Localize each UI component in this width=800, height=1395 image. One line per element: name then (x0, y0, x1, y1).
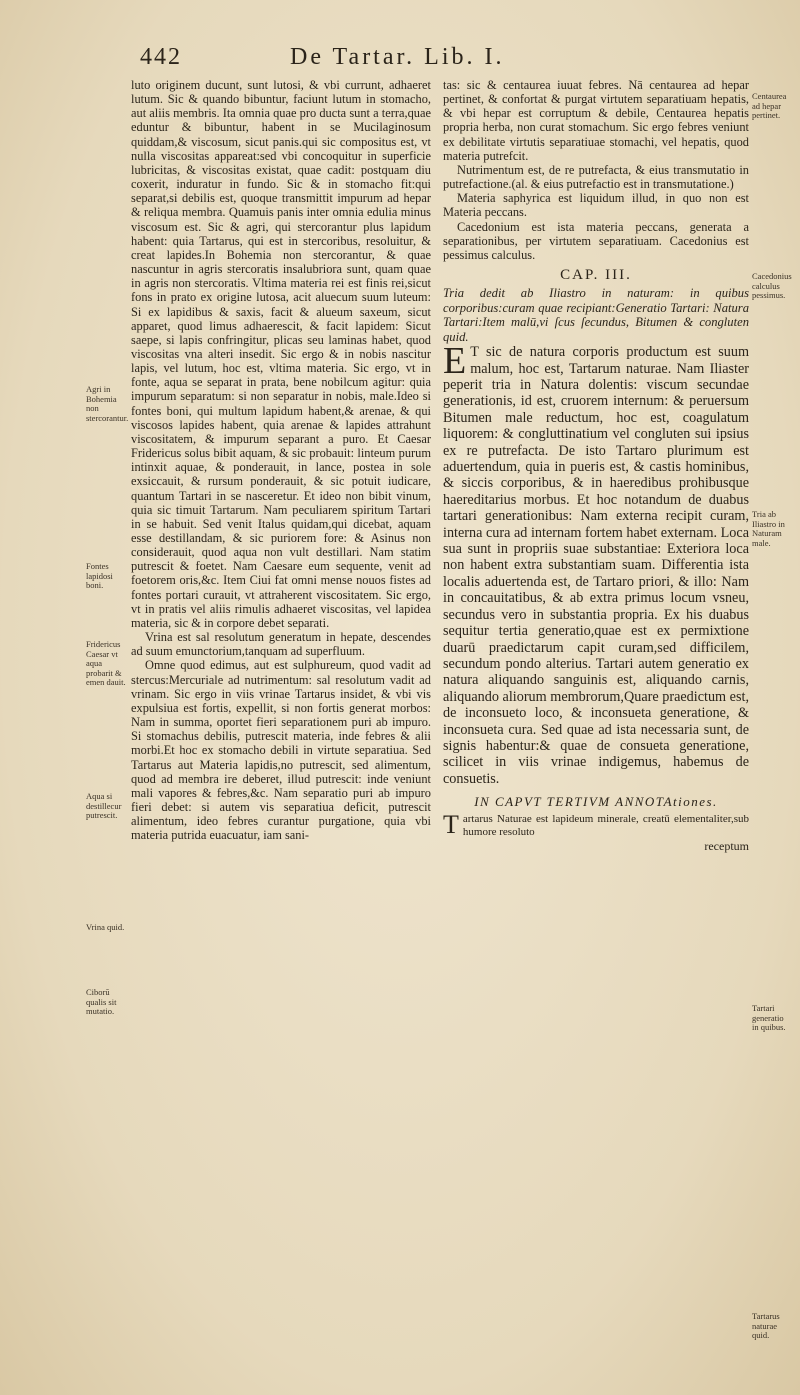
margin-note: Cacedonius calculus pessimus. (752, 271, 792, 300)
chapter-summary: Tria dedit ab Iliastro in naturam: in quibus corporibus:curam quae recipiant:Generatio Tartari: Natura Tartari:Item malū,vi ſcus ſecundus, Bitumen & congluten quid. (443, 286, 749, 344)
paragraph: Vrina est sal resolutum generatum in hepate, descendes ad suum emunctorium,tanquam ad superfluum. (131, 630, 431, 659)
margin-note: Tria ab Iliastro in Naturam male. (752, 509, 785, 548)
margin-note: Tartarus naturae quid. (752, 1311, 780, 1340)
margin-note: Aqua si destillecur putrescit. (86, 791, 122, 820)
margin-note: Fridericus Caesar vt aqua probarit & emen dauit. (86, 639, 126, 687)
paragraph: Nutrimentum est, de re putrefacta, & eius transmutatio in putrefactione.(al. & eius putrefactio est in transmutatione.) (443, 162, 749, 192)
drop-capital: E (443, 340, 467, 383)
margin-note: Vrina quid. (86, 922, 125, 932)
drop-capital: T (443, 810, 459, 840)
running-header (140, 44, 760, 72)
margin-note: Tartari generatio in quibus. (752, 1003, 786, 1032)
chapter-text: T sic de natura corporis productum est suum malum, hoc est, Tartarum naturae. Nam Iliaster peperit tria in Natura dolentis: viscum secundae generationis, id est, cruorem internum: & peruersum Bitumen male reductum, hoc est, coagulatum liquorem: & congluttinatium vel congluten sui ipsius ex re putrefacta. De isto Tartaro plurimum est aduertendum, quia in pueris est, & castis hominibus, & siccis corporibus, & in haeredibus prohibusque haereditarius morbus. Et hoc notandum de duabus tartari generationibus: Nam externa recipit curam, interna cura ad internam fortem habet externam. Loca sua sunt in propriis suae substantiae: Exteriora loca non habent extra substantiam suam. Differentia ista localis aduertenda est, de Tartaro priori, & illo: Nam in concauitatibus, & ab extra primus locum vsneu, secundus vero in substantia propria. Ex his duabus sequitur tertia generatio,quae est ex permixtione duarū praedictarum capit curam,sed difficilem, secundum pondo alterius. Tartari autem generatio ex natura aliquando sanguinis est, aliquando carnis, aliquando aliorum membrorum,Quare praedictum est, de inconsueto loco, & inconsueta generatione, & inconsueta cura. Sed quae ad ista necessaria sunt, de signis habentur:& quae de consueta generatione, scilicet in viis vrinae indigemus, habemus de consuetis. (443, 344, 749, 787)
margin-note: Fontes lapidosi boni. (86, 561, 113, 590)
annotation-body: artarus Naturae est lapideum minerale, creatū elementaliter,sub humore resoluto (462, 813, 749, 839)
right-column (443, 78, 749, 853)
chapter-body (443, 340, 749, 787)
paragraph: Materia saphyrica est liquidum illud, in quo non est Materia peccans. (443, 191, 749, 220)
annotations-heading: IN CAPVT TERTIVM ANNOTAtiones. (474, 794, 718, 810)
chapter-heading: CAP. III. (560, 267, 632, 284)
annotations-text (443, 810, 749, 840)
paragraph: Cacedonium est ista materia peccans, generata a separationibus, per virtutem separatiuam. Cacedonius est pessimus calculus. (443, 219, 749, 262)
left-column (131, 78, 431, 842)
margin-note: Ciborū qualis sit mutatio. (86, 987, 117, 1016)
margin-note: Agri in Bohemia non stercorantur. (86, 384, 129, 423)
page-number: 442 (140, 44, 182, 70)
margin-note: Centaurea ad hepar pertinet. (752, 91, 787, 120)
paragraph: Omne quod edimus, aut est sulphureum, quod vadit ad stercus:Mercuriale ad nutrimentum: sal resolutum vadit ad vrinam. Sic ergo in viis vrinae Tartarus insidet, & vbi vis expulsiua est fortis, expellit, si non fortis generat morbos: Nam in summa, oportet fieri separationem puri ab impuro. Si stomachus debilis, putrescit materia, inde febres & alii morbi.Et hoc ex stomacho debili in virtute separatiua. Sed Tartarus aut Materia lapidis,no putrescit, sed alimentum, quod ad membra ire deberet, illud putrescit: inde veniunt mali vapores & febres,&c. Nam separatio puri ab impuro fieri debet: si autem vis separatiua deficit, putrescit alimentum, ideo febres curantur purgatione, quia vbi materia putrida euacuatur, iam sani- (131, 658, 431, 843)
running-title: De Tartar. Lib. I. (290, 44, 505, 70)
paragraph: luto originem ducunt, sunt lutosi, & vbi currunt, adhaeret lutum. Sic & quando bibuntur, faciunt lutum in stomacho, aut aliis membris. Ita omnia quae pro ducta sunt a terra,quae eduntur & bibuntur, habent in se Mucilaginosum quiddam,& viscosum, sicut panis.qui sic compositus est, vt nulla viscositas appareat:sed vbi concoquitur in superficie lubricitas, & viscositas existat, quae cadit: postquam diu coxerit, induratur in fundo. Sic & in stomacho fit:qui separat,si debilis est, quoque transmittit impurum ad hepar & reliqua membra. Quamuis panis inter omnia edulia minus viscosum est. Sic & agri, qui stercorantur plus lapidum habent: quia Tartarus, qui est in stercoribus, resoluitur, & creat lapides.In Bohemia non stercorantur, & quae nascuntur in agris stercoratis insalubriora sunt, quam quae in agris non stercoratis. Vltima materia rei est finis rei,sicut fons in prato ex origine lutosa, acit aluecum suum luteum: Si ex lapidibus & saxis, facit & alueum saxeum, sicut apparet, quod limus adhaerescit, & facit lapidem: Sicut saepe, si lapis confringitur, plicas seu laminas habet, quod viscositas vna alteri insedit. Sic ergo & in nobis nascitur lapis, vel lutum, hoc est, vltima materia. Sic ergo, vt in fonte, aqua se separat in prata, bene nobilcum agitur: quia impurum separatum: si non separatur in nobis, male.Ideo si fontes boni, qui multum lapidum habent,& arenae, & qui viscosos lapides habent, quia arenae & lapides attrahunt viscositatem, & impurum separant a puro. Et Caesar Fridericus solus bibit aquam, & sic probauit: linteum purum intinxit aquae, & ponderauit, in lance, postea in sole exsiccauit, & rursum ponderauit, & sic potuit iudicare, quantum Tartari in se nasceretur. Et ideo non bibit vinum, quia sic timuit Tartarum. Nam peculiarem spiritum Tartari in se habuit. Sed venit Italus quidam,qui dicebat, aquam esse destillandam, & sic puriorem fore: & Asinus non considerauit, quod aqua non vult destillari. Nam statim putrescit & foetet. Nam Caesare eum sequente, venit ad foetorem oris,&c. Item Ciui fat omni mense nouos fistes ad fontes portari curauit, vt attraherent viscositatem. Sic ergo, vt in pratis vel aliis rimulis adhaeret viscositas, vel lapidea materia, sic & in corpore debet separati. (131, 78, 431, 630)
catchword: receptum (704, 839, 749, 854)
paragraph: tas: sic & centaurea iuuat febres. Nā centaurea ad hepar pertinet, & confortat & purgat virtutem separatiuam hepatis, & vbi hepar est corruptum & debile, Centaurea hepatis propria herba, non curat stomachum. Sic ergo febres veniunt ex debilitate virtutis separatiuae stomachi, vel hepatis, quod materia putrefcit. (443, 78, 749, 163)
